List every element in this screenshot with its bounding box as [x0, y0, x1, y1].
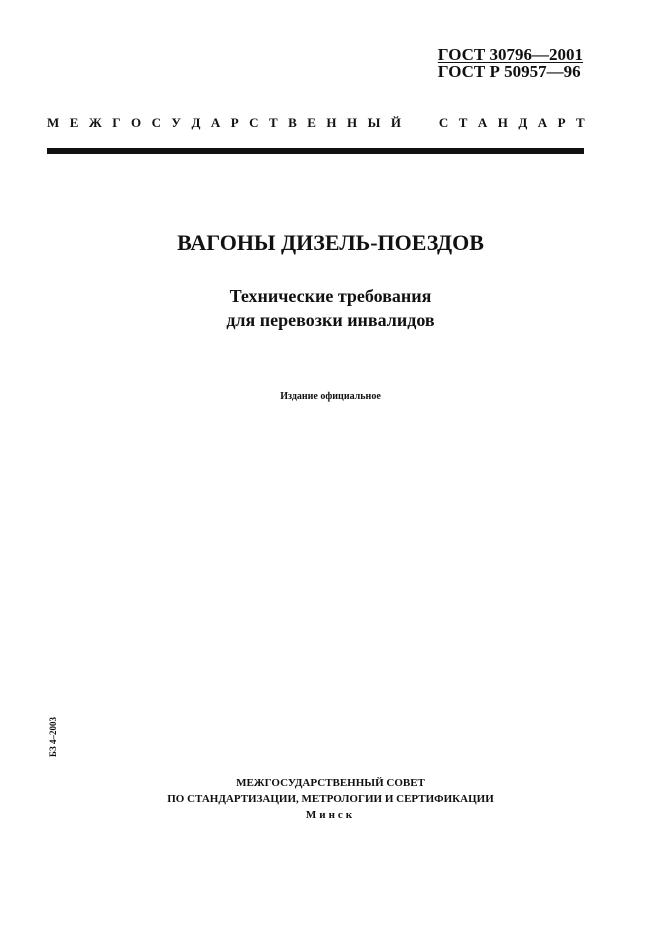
heading-letter: Н	[497, 115, 508, 130]
subtitle-line: для перевозки инвалидов	[226, 310, 435, 330]
standard-codes	[438, 46, 583, 80]
heading-letter: У	[171, 115, 181, 130]
heading-letter: Н	[326, 115, 337, 130]
heading-divider	[47, 148, 584, 154]
heading-letter: Ж	[88, 115, 102, 130]
publisher-block	[0, 775, 661, 823]
heading-letter: А	[537, 115, 548, 130]
heading-letter: Ы	[367, 115, 381, 130]
heading-letter: В	[288, 115, 297, 130]
heading-letter: С	[438, 115, 449, 130]
heading-letter: Т	[576, 115, 585, 130]
heading-letter: Т	[458, 115, 468, 130]
side-catalog-code: БЗ 4–2003	[48, 717, 58, 757]
heading-letter: Н	[347, 115, 358, 130]
heading-letter: Д	[191, 115, 201, 130]
heading-letter: Й	[390, 115, 401, 130]
heading-letter: Р	[230, 115, 239, 130]
interstate-standard-heading	[47, 115, 585, 131]
publisher-city: Минск	[305, 809, 356, 821]
heading-letter: Т	[269, 115, 278, 130]
standard-code-primary: ГОСТ 30796—2001	[437, 45, 583, 64]
document-subtitle	[0, 284, 661, 332]
heading-letter: С	[249, 115, 259, 130]
heading-letter: С	[151, 115, 161, 130]
heading-letter: А	[477, 115, 488, 130]
publisher-line: МЕЖГОСУДАРСТВЕННЫЙ СОВЕТ	[236, 777, 425, 789]
heading-letter: Р	[557, 115, 566, 130]
heading-letter: А	[210, 115, 221, 130]
heading-word-gap	[425, 115, 428, 131]
heading-letter: Д	[518, 115, 528, 130]
heading-letter: М	[47, 115, 60, 130]
heading-letter: О	[130, 115, 142, 130]
standard-code-secondary: ГОСТ Р 50957—96	[437, 62, 581, 81]
heading-letter: Г	[112, 115, 121, 130]
publisher-line: ПО СТАНДАРТИЗАЦИИ, МЕТРОЛОГИИ И СЕРТИФИКАЦИИ	[167, 793, 494, 805]
subtitle-line: Технические требования	[229, 286, 432, 306]
heading-letter: Е	[69, 115, 79, 130]
document-title: ВАГОНЫ ДИЗЕЛЬ-ПОЕЗДОВ	[177, 230, 484, 255]
heading-letter: Е	[307, 115, 316, 130]
edition-note: Издание официальное	[280, 391, 381, 402]
heading-word-gap	[411, 115, 414, 131]
